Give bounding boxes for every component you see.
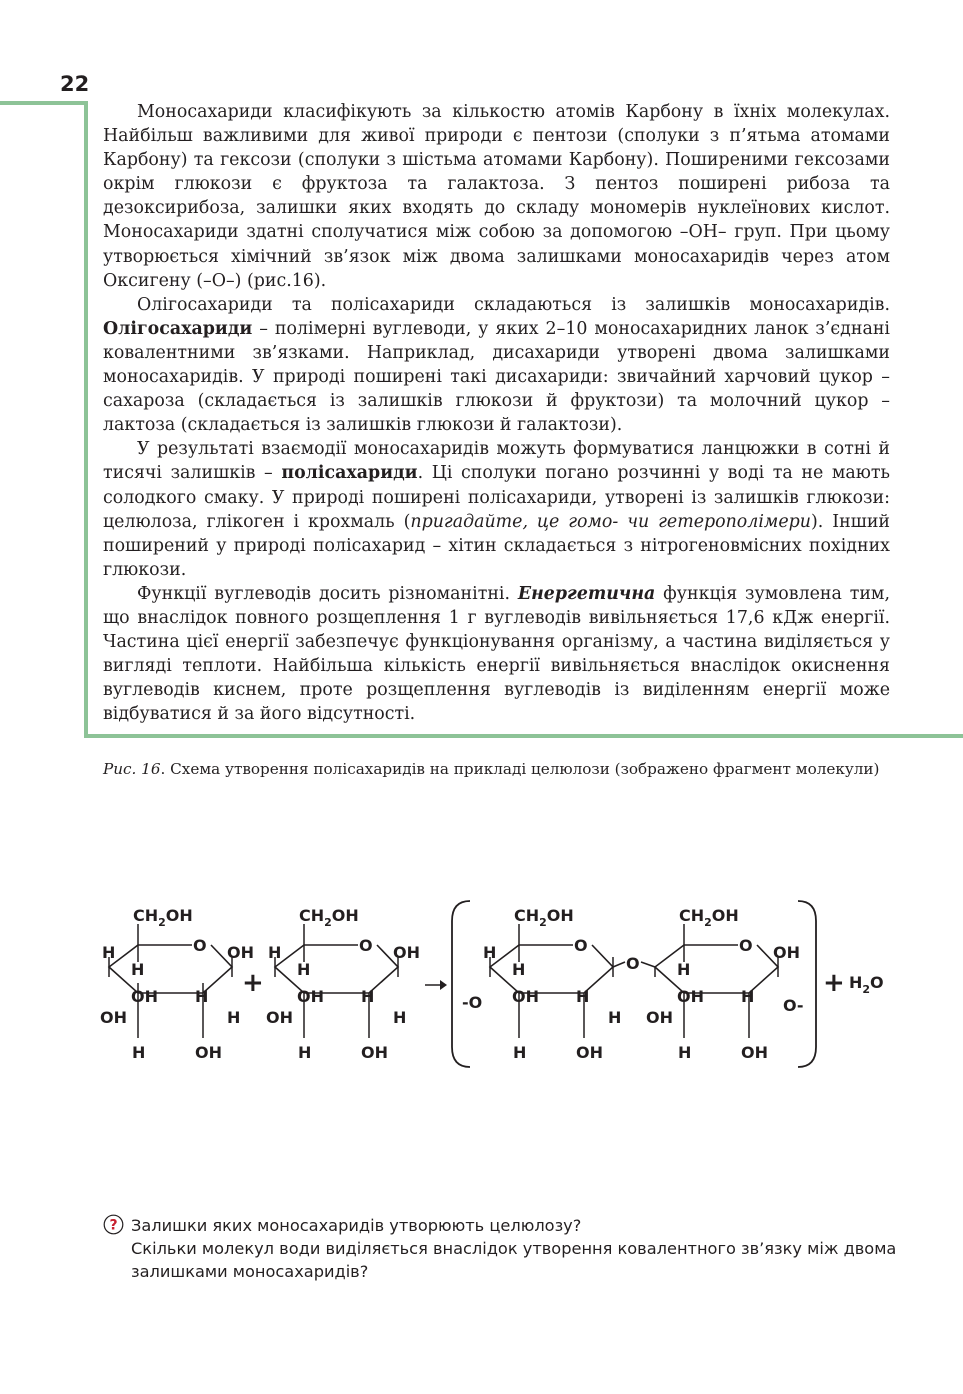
frame-left-border	[84, 101, 88, 738]
oh-label: OH	[646, 1008, 673, 1027]
italic-prompt: пригадайте, це гомо- чи гетерополімери	[410, 511, 811, 532]
h-label: H	[102, 943, 116, 962]
plus-sign: +	[823, 968, 845, 998]
h-label: H	[677, 960, 691, 979]
ch2oh-label: $CH_2OH$	[299, 906, 359, 929]
term-polysaccharides: полісахариди	[281, 463, 418, 484]
oh-label: OH	[773, 943, 800, 962]
h-label: H	[298, 1043, 312, 1062]
question-2: Скільки молекул води виділяється внаслідок утворення ковалентного зв’язку між двома залишками моносахаридів?	[131, 1239, 897, 1281]
oh-label: OH	[741, 1043, 768, 1062]
svg-text:?: ?	[109, 1217, 118, 1234]
paragraph-text: – полімерні вуглеводи, у яких 2–10 моносахаридних ланок з’єднані ковалентними зв’язками. Наприклад, дисахариди утворені двома залишками моносахаридів. У природі поширені такі дисахариди: звичайний харчовий цукор – сахароза (складається із залишків глюкози й фруктози) та молочний цукор – лактоза (складається із залишків глюкози й галактози).	[103, 318, 890, 436]
oh-label: OH	[361, 1043, 388, 1062]
glucose-molecule-2	[266, 906, 420, 1062]
water-label: $H_2O$	[849, 973, 884, 996]
figure-label: Рис. 16	[103, 760, 161, 778]
h-label: H	[741, 987, 755, 1006]
h-label: H	[131, 960, 145, 979]
oh-label: OH	[131, 987, 158, 1006]
paragraph-polysaccharides	[103, 437, 890, 582]
paragraph-text: ). Інший поширений у природі полісахарид – хітин складається з нітрогеновмісних похідних глюкози.	[103, 511, 891, 580]
ch2oh-label: $CH_2OH$	[514, 906, 574, 929]
page-number: 22	[60, 72, 90, 96]
oh-label: OH	[393, 943, 420, 962]
glycosidic-bridge	[613, 954, 655, 973]
oh-label: OH	[297, 987, 324, 1006]
ring-oxygen-label: O	[574, 936, 588, 955]
h-label: H	[513, 1043, 527, 1062]
plus-sign: +	[242, 968, 264, 998]
bridge-oxygen-label: O	[626, 954, 640, 973]
paragraph-monosaccharides: Моносахариди класифікують за кількостю атомів Карбону в їхніх молекулах. Найбільш важливими для живої природи є пентози (сполуки з п’ятьма атомами Карбону) та гексози (сполуки з шістьма атомами Карбону). Поширеними гексозами окрім глюкози є фруктоза та галактоза. З пентоз поширені рибоза та дезоксирибоза, залишки яких входять до складу мономерів нуклеїнових кислот. Моносахариди здатні сполучатися між собою за допомогою –OH– груп. При цьому утворюється хімічний зв’язок між двома залишками моносахаридів через атом Оксигену (–O–) (рис.16).	[103, 102, 890, 291]
oh-label: OH	[195, 1043, 222, 1062]
oh-label: OH	[227, 943, 254, 962]
frame-top-border	[0, 101, 88, 105]
ring-oxygen-label: O	[359, 936, 373, 955]
h-label: H	[608, 1008, 622, 1027]
question-mark-icon	[103, 1214, 124, 1235]
right-bracket	[798, 901, 816, 1067]
figure-caption-text: . Схема утворення полісахаридів на прикладі целюлози (зображено фрагмент молекули)	[160, 760, 880, 778]
left-bracket	[452, 901, 470, 1067]
main-text	[103, 100, 890, 726]
oh-label: OH	[576, 1043, 603, 1062]
o-minus-label: -O	[462, 993, 483, 1012]
reaction-arrow	[425, 980, 447, 990]
paragraph-text: Функції вуглеводів досить різноманітні.	[137, 583, 518, 604]
oh-label: OH	[266, 1008, 293, 1027]
paragraph-text: . Ці сполуки погано розчинні у воді та не мають солодкого смаку. У природі поширені полісахариди, утворені із залишків глюкози: целюлоза, глікоген і крохмаль (	[103, 463, 890, 532]
paragraph-text: У результаті взаємодії моносахаридів можуть формуватися ланцюжки в сотні й тисячі залишків –	[103, 439, 890, 484]
ring-oxygen-label: O	[193, 936, 207, 955]
glucose-molecule-1	[100, 906, 254, 1062]
oh-label: OH	[512, 987, 539, 1006]
h-label: H	[195, 987, 209, 1006]
h-label: H	[678, 1043, 692, 1062]
h-label: H	[268, 943, 282, 962]
figure-caption	[103, 759, 893, 780]
cellulose-formation-diagram	[95, 895, 905, 1080]
ch2oh-label: $CH_2OH$	[133, 906, 193, 929]
h-label: H	[483, 943, 497, 962]
paragraph-functions	[103, 582, 890, 727]
h-label: H	[361, 987, 375, 1006]
h-label: H	[132, 1043, 146, 1062]
paragraph-oligosaccharides	[103, 293, 890, 438]
oh-label: OH	[677, 987, 704, 1006]
h-label: H	[576, 987, 590, 1006]
ch2oh-label: $CH_2OH$	[679, 906, 739, 929]
term-energy: Енергетична	[517, 583, 656, 604]
question-1: Залишки яких моносахаридів утворюють целюлозу?	[131, 1216, 582, 1235]
h-label: H	[227, 1008, 241, 1027]
h-label: H	[512, 960, 526, 979]
frame-bottom-border	[84, 734, 963, 738]
paragraph-text: функція зумовлена тим, що внаслідок повного розщеплення 1 г вуглеводів вивільняється 17,6 кДж енергії. Частина цієї енергії забезпечує функціонування організму, а частина виділяється у вигляді теплоти. Найбільша кількість енергії вивільняється внаслідок окиснення вуглеводів киснем, проте розщеплення вуглеводів із виділенням енергії може відбуватися й за його відсутності.	[103, 583, 890, 725]
paragraph-lead: Олігосахариди та полісахариди складаються із залишків моносахаридів.	[137, 294, 890, 315]
review-questions	[131, 1214, 911, 1283]
oh-label: OH	[100, 1008, 127, 1027]
cellulose-unit-2	[646, 906, 804, 1062]
cellulose-unit-1	[462, 906, 621, 1062]
h-label: H	[297, 960, 311, 979]
ring-oxygen-label: O	[739, 936, 753, 955]
term-oligosaccharides: Олігосахариди	[103, 318, 253, 339]
h-label: H	[393, 1008, 407, 1027]
o-minus-label: O-	[783, 996, 804, 1015]
